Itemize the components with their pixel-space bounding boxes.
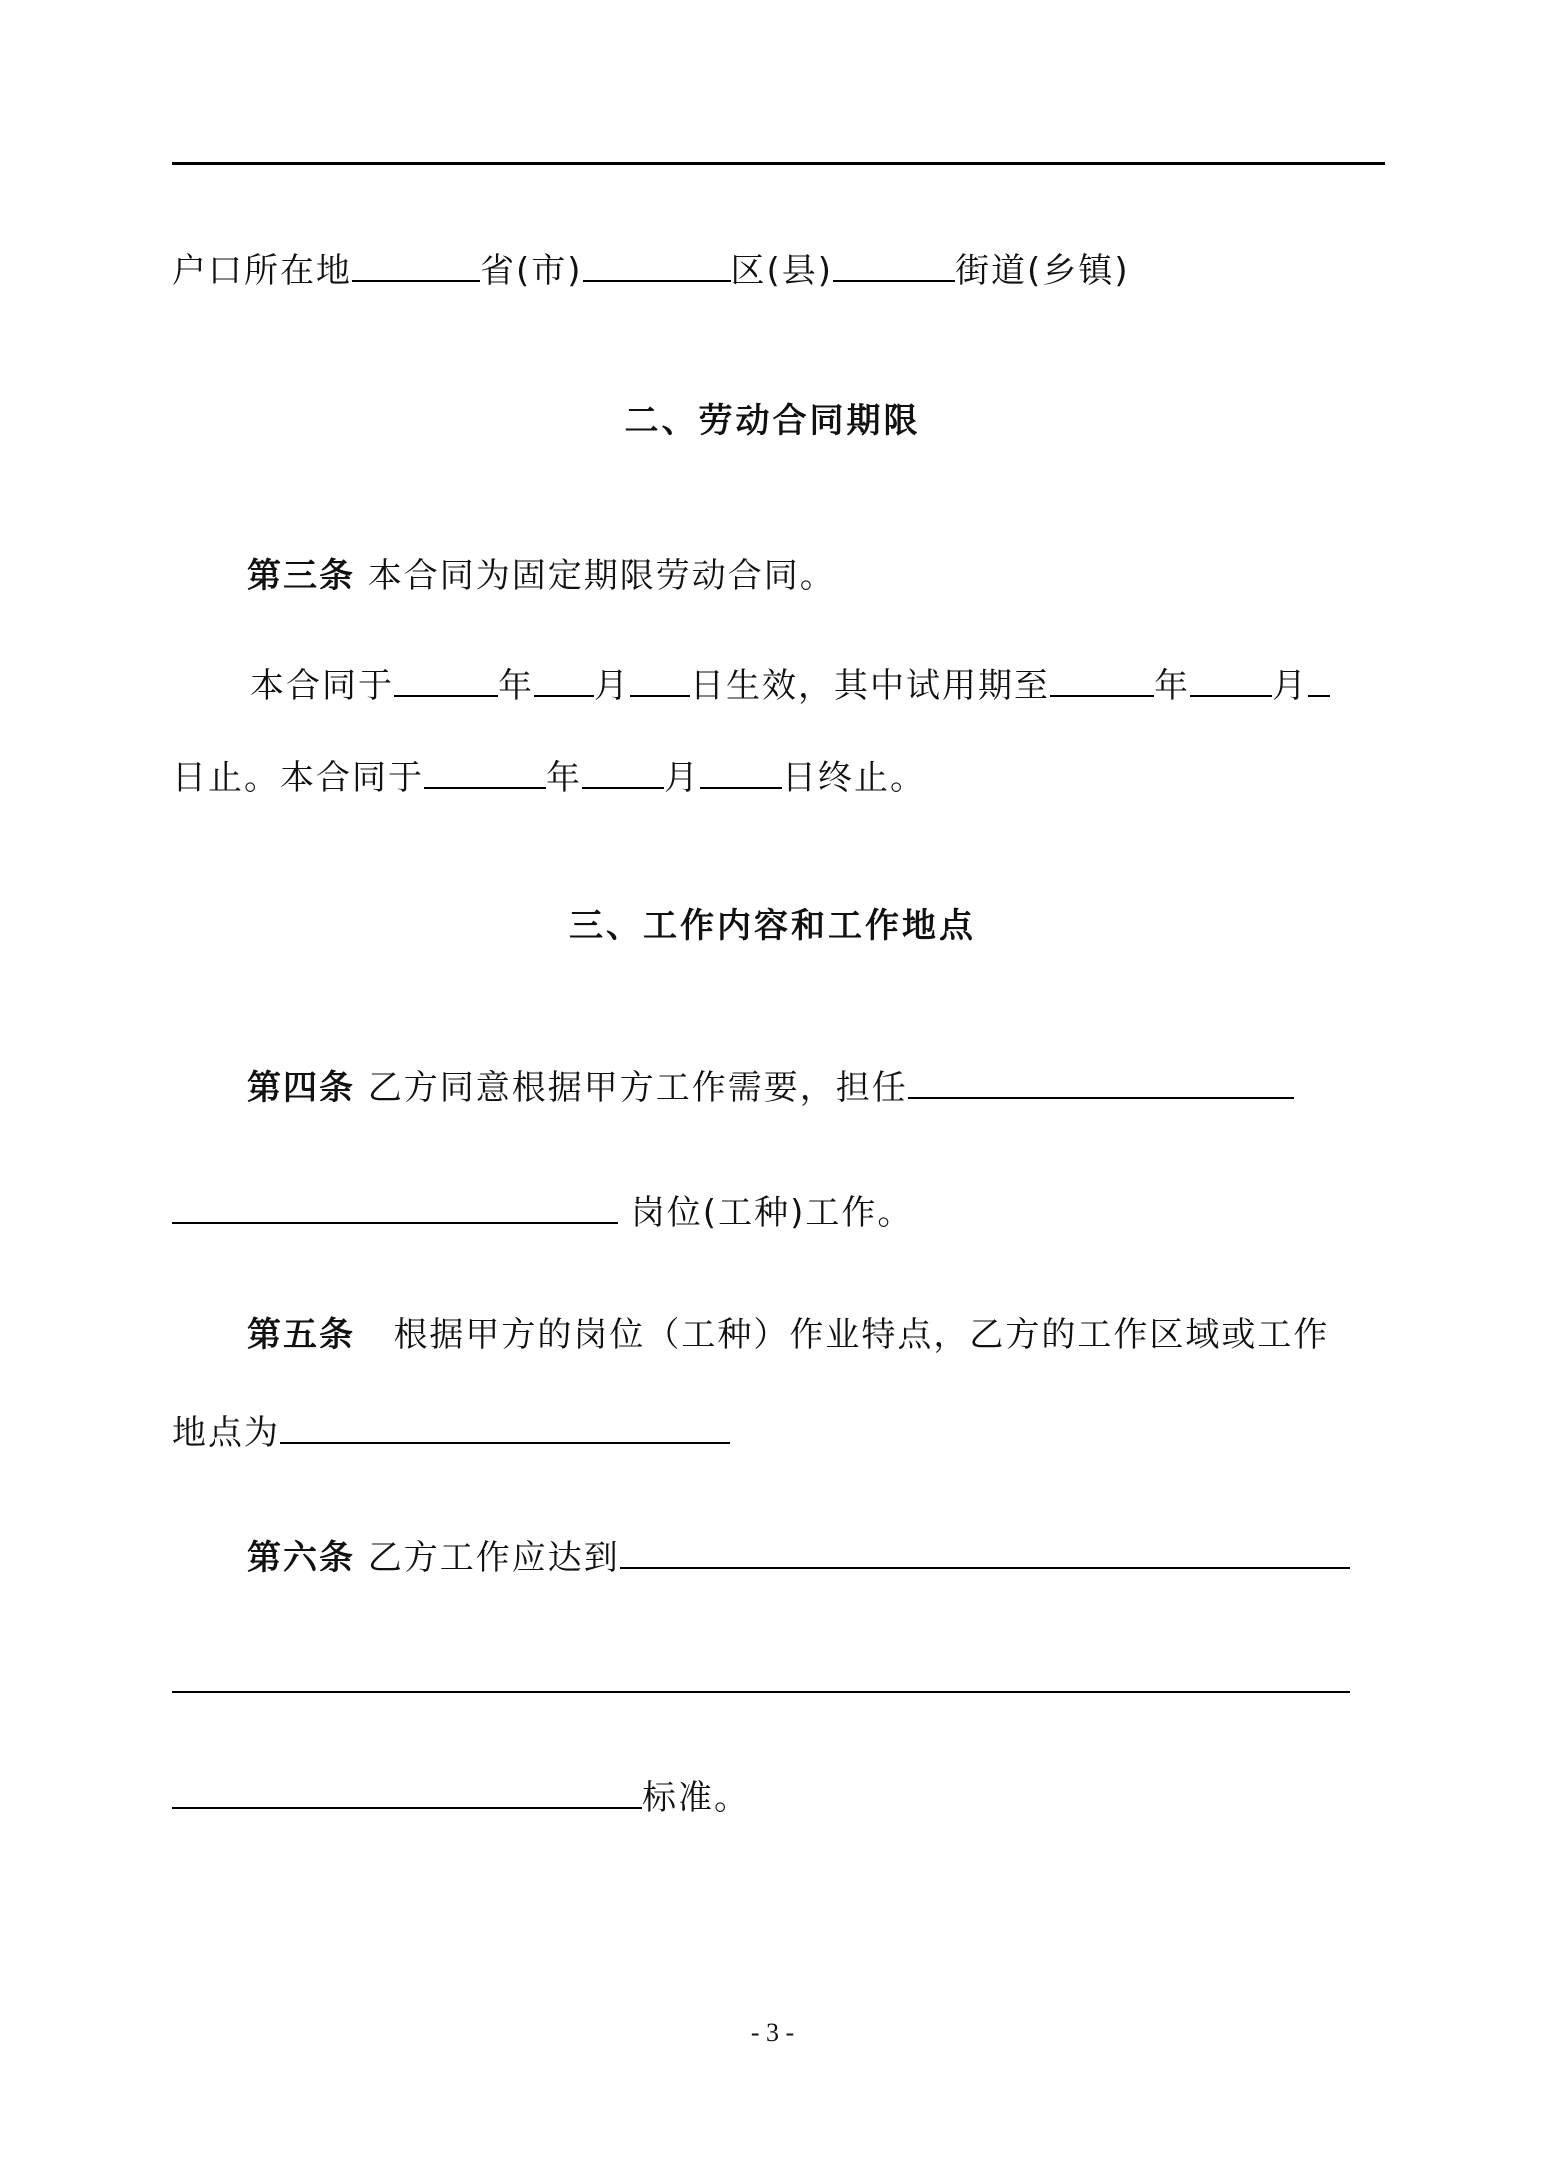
article-5-cont-text: 地点为 — [172, 1413, 280, 1453]
standard-blank-3 — [172, 1773, 642, 1809]
standard-blank-1 — [620, 1533, 1350, 1569]
workplace-blank — [280, 1408, 730, 1444]
article-6 — [247, 1533, 1350, 1580]
article-6-end-line — [172, 1773, 750, 1820]
article-4-label: 第四条 — [247, 1068, 355, 1108]
start-month-blank — [534, 661, 594, 697]
start-year-label: 年 — [498, 666, 534, 706]
position-blank-2 — [172, 1188, 618, 1224]
effective-day-text: 日生效，其中试用期至 — [690, 666, 1050, 706]
section-3-heading: 三、工作内容和工作地点 — [569, 906, 976, 946]
start-year-blank — [394, 661, 498, 697]
end-year-label: 年 — [546, 758, 582, 798]
probation-year-blank — [1050, 661, 1154, 697]
end-day-text: 日终止。 — [782, 758, 926, 798]
article-6-text: 乙方工作应达到 — [367, 1538, 620, 1578]
district-blank — [583, 246, 731, 282]
article-4 — [247, 1063, 1294, 1110]
end-date-prefix: 日止。本合同于 — [172, 758, 424, 798]
standard-blank-2 — [172, 1691, 1350, 1693]
effective-prefix: 本合同于 — [250, 666, 394, 706]
district-label: 区(县) — [730, 251, 834, 291]
article-4-continued — [172, 1188, 913, 1235]
probation-year-label: 年 — [1154, 666, 1190, 706]
end-month-label: 月 — [664, 758, 700, 798]
header-rule — [172, 162, 1385, 165]
article-6-label: 第六条 — [247, 1538, 355, 1578]
article-5 — [247, 1313, 1329, 1357]
residence-line — [172, 246, 1130, 293]
street-label: 街道(乡镇) — [955, 251, 1130, 291]
end-month-blank — [582, 753, 664, 789]
article-4-text: 乙方同意根据甲方工作需要，担任 — [367, 1068, 908, 1108]
effective-date-line — [250, 661, 1330, 708]
probation-day-blank — [1308, 661, 1330, 697]
end-date-line — [172, 753, 926, 800]
article-3-text: 本合同为固定期限劳动合同。 — [367, 556, 836, 596]
article-4-cont-text: 岗位(工种)工作。 — [630, 1193, 914, 1233]
start-month-label: 月 — [594, 666, 630, 706]
article-5-continued — [172, 1408, 730, 1455]
probation-month-blank — [1190, 661, 1272, 697]
province-label: 省(市) — [480, 251, 583, 291]
article-5-text: 根据甲方的岗位（工种）作业特点，乙方的工作区域或工作 — [393, 1315, 1330, 1355]
end-day-blank — [700, 753, 782, 789]
article-3 — [247, 554, 836, 598]
section-2-heading: 二、劳动合同期限 — [624, 401, 921, 441]
street-blank — [833, 246, 955, 282]
start-day-blank — [630, 661, 690, 697]
article-6-end-text: 标准。 — [642, 1778, 750, 1818]
end-year-blank — [424, 753, 546, 789]
probation-month-label: 月 — [1272, 666, 1308, 706]
page-number: - 3 - — [750, 2018, 795, 2047]
residence-label: 户口所在地 — [172, 251, 352, 291]
article-5-label: 第五条 — [247, 1315, 355, 1355]
article-3-label: 第三条 — [247, 556, 355, 596]
position-blank-1 — [908, 1063, 1294, 1099]
province-blank — [352, 246, 480, 282]
